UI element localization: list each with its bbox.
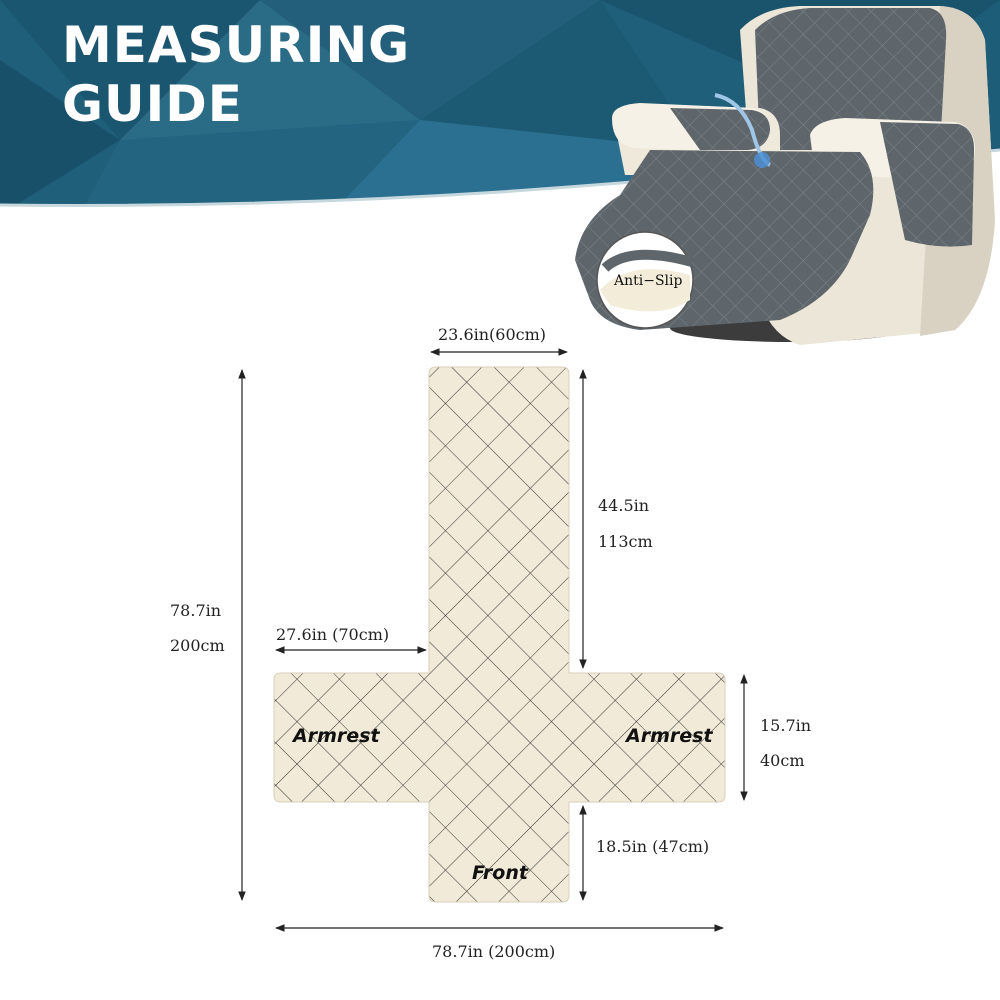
- total-width-label: 78.7in (200cm): [432, 942, 556, 961]
- armrest-right-label: Armrest: [626, 725, 713, 747]
- top-width-label: 23.6in(60cm): [438, 325, 547, 344]
- page-title-line-1: MEASURING: [62, 16, 411, 74]
- page-title-line-2: GUIDE: [62, 75, 243, 133]
- back-length-in-label: 44.5in: [598, 496, 650, 515]
- front-length-label: 18.5in (47cm): [596, 837, 710, 856]
- total-height-in-label: 78.7in: [170, 601, 222, 620]
- armrest-depth-cm-label: 40cm: [760, 751, 805, 770]
- armrest-depth-in-label: 15.7in: [760, 716, 812, 735]
- anti-slip-badge-label: Anti−Slip: [614, 273, 683, 289]
- back-length-cm-label: 113cm: [598, 532, 653, 551]
- armrest-width-label: 27.6in (70cm): [276, 625, 390, 644]
- front-label: Front: [472, 862, 528, 884]
- total-height-cm-label: 200cm: [170, 636, 225, 655]
- armrest-left-label: Armrest: [293, 725, 380, 747]
